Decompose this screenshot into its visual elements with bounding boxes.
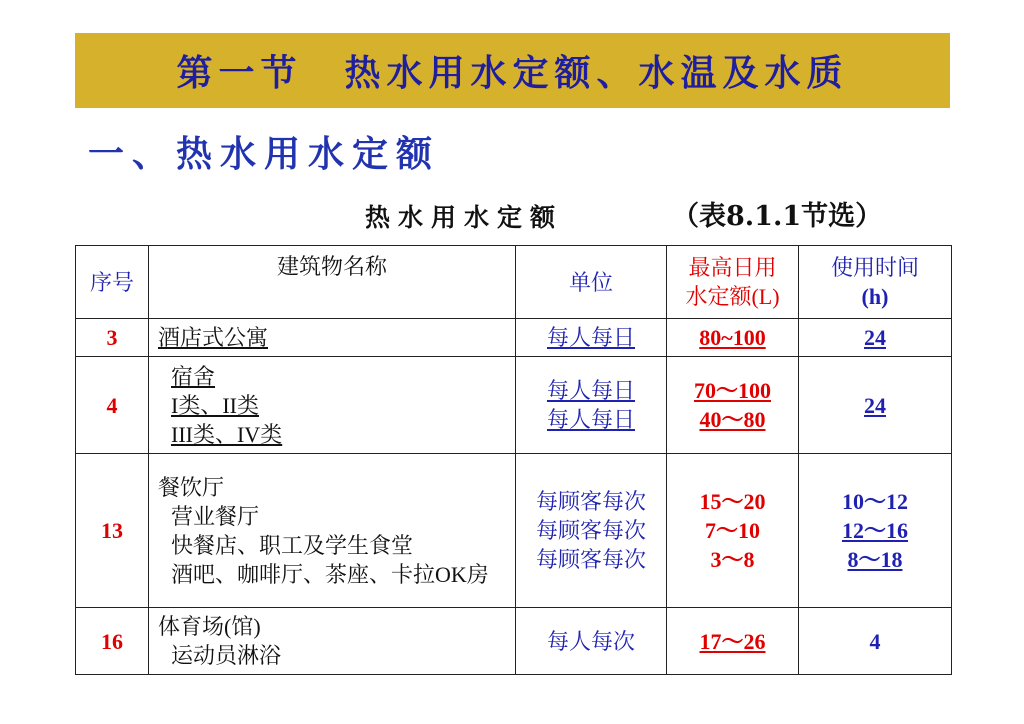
row-time xyxy=(799,319,952,357)
building-line: I类、II类 xyxy=(171,392,259,418)
unit-line: 每人每日 xyxy=(546,325,635,350)
slide-title: 第一节 热水用水定额、水温及水质 xyxy=(176,53,849,94)
table-row xyxy=(76,608,952,675)
time-line: 24 xyxy=(864,325,886,350)
row-index: 3 xyxy=(76,319,149,357)
unit-line: 每人每日 xyxy=(546,407,635,432)
time-line: 4 xyxy=(869,628,881,654)
building-line: 运动员淋浴 xyxy=(171,643,282,668)
row-quota xyxy=(667,608,799,675)
row-building xyxy=(149,357,516,454)
time-line: 12～16 xyxy=(841,518,908,543)
title-banner xyxy=(75,33,950,108)
row-building xyxy=(149,608,516,675)
quota-line: 3～8 xyxy=(710,547,755,572)
building-line: 体育场(馆) xyxy=(158,614,261,639)
building-line: 宿舍 xyxy=(171,363,216,389)
table-row xyxy=(76,454,952,608)
header-time xyxy=(799,246,952,319)
header-unit: 单位 xyxy=(516,246,667,319)
table-source: （表8.1.1节选） xyxy=(672,201,883,232)
header-time-line: 使用时间 xyxy=(830,255,919,280)
header-quota xyxy=(667,246,799,319)
hot-water-quota-table xyxy=(75,245,952,675)
row-index: 4 xyxy=(76,357,149,454)
header-index: 序号 xyxy=(76,246,149,319)
row-unit xyxy=(516,608,667,675)
quota-line: 17～26 xyxy=(699,628,766,654)
row-building xyxy=(149,454,516,608)
row-time xyxy=(799,608,952,675)
unit-line: 每人每日 xyxy=(546,378,635,403)
time-line: 24 xyxy=(864,392,886,418)
quota-line: 40～80 xyxy=(699,407,766,432)
building-line: 餐饮厅 xyxy=(158,474,225,500)
row-time xyxy=(799,454,952,608)
unit-line: 每人每次 xyxy=(546,628,635,654)
quota-line: 7～10 xyxy=(704,518,760,543)
quota-line: 15～20 xyxy=(699,489,766,514)
header-quota-line: 最高日用 xyxy=(688,255,777,280)
building-line: III类、IV类 xyxy=(171,421,283,447)
row-time xyxy=(799,357,952,454)
building-line: 酒店式公寓 xyxy=(158,325,269,350)
row-unit xyxy=(516,319,667,357)
row-index: 16 xyxy=(76,608,149,675)
quota-line: 70～100 xyxy=(693,378,771,403)
unit-line: 每顾客每次 xyxy=(535,518,646,543)
table-caption xyxy=(0,194,1024,234)
row-quota xyxy=(667,357,799,454)
table-row xyxy=(76,319,952,357)
row-quota xyxy=(667,454,799,608)
unit-line: 每顾客每次 xyxy=(535,547,646,572)
building-line: 酒吧、咖啡厅、茶座、卡拉OK房 xyxy=(171,561,489,587)
table-header-row xyxy=(76,246,952,319)
section-heading: 一、热水用水定额 xyxy=(88,134,441,175)
unit-line: 每顾客每次 xyxy=(535,489,646,514)
quota-line: 80~100 xyxy=(699,325,766,350)
row-unit xyxy=(516,357,667,454)
header-building: 建筑物名称 xyxy=(149,246,516,319)
time-line: 10～12 xyxy=(841,489,908,514)
building-line: 营业餐厅 xyxy=(171,503,260,529)
row-building xyxy=(149,319,516,357)
header-quota-line: 水定额(L) xyxy=(685,284,780,309)
building-line: 快餐店、职工及学生食堂 xyxy=(171,532,414,558)
time-line: 8～18 xyxy=(847,547,903,572)
table-name: 热水用水定额 xyxy=(365,203,564,232)
header-time-line: (h) xyxy=(861,284,889,309)
row-index: 13 xyxy=(76,454,149,608)
table-row xyxy=(76,357,952,454)
row-unit xyxy=(516,454,667,608)
row-quota xyxy=(667,319,799,357)
